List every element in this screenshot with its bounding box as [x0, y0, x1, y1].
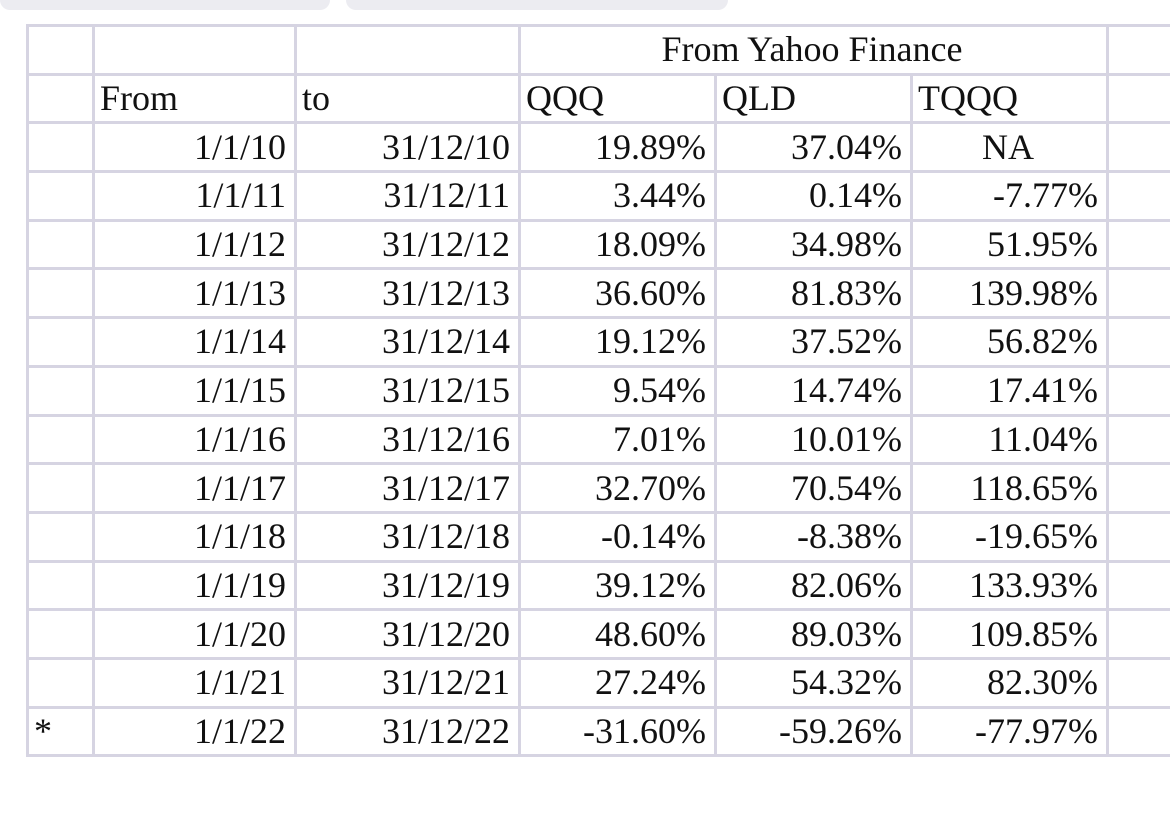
cell[interactable]	[1108, 26, 1170, 75]
row-marker[interactable]	[28, 366, 94, 415]
from-date-cell[interactable]: 1/1/16	[94, 415, 296, 464]
to-date-cell[interactable]: 31/12/17	[296, 464, 520, 513]
to-date-cell[interactable]: 31/12/19	[296, 561, 520, 610]
tqqq-return-cell[interactable]: 139.98%	[912, 269, 1108, 318]
tqqq-return-cell[interactable]: 11.04%	[912, 415, 1108, 464]
qld-return-cell[interactable]: 34.98%	[716, 220, 912, 269]
qld-return-cell[interactable]: -8.38%	[716, 512, 912, 561]
table-row	[28, 172, 1170, 221]
tqqq-return-cell[interactable]: 118.65%	[912, 464, 1108, 513]
cell[interactable]	[1108, 366, 1170, 415]
qld-return-cell[interactable]: 37.04%	[716, 123, 912, 172]
tqqq-return-cell[interactable]: -19.65%	[912, 512, 1108, 561]
qld-return-cell[interactable]: 0.14%	[716, 172, 912, 221]
row-marker[interactable]	[28, 172, 94, 221]
table-row	[28, 123, 1170, 172]
qld-return-cell[interactable]: 10.01%	[716, 415, 912, 464]
cell[interactable]	[1108, 658, 1170, 707]
qqq-return-cell[interactable]: -31.60%	[520, 707, 716, 756]
from-date-cell[interactable]: 1/1/19	[94, 561, 296, 610]
tqqq-return-cell[interactable]: -7.77%	[912, 172, 1108, 221]
table-row	[28, 561, 1170, 610]
qqq-return-cell[interactable]: 9.54%	[520, 366, 716, 415]
table-row	[28, 658, 1170, 707]
qld-return-cell[interactable]: 54.32%	[716, 658, 912, 707]
cell[interactable]	[1108, 464, 1170, 513]
qld-return-cell[interactable]: 70.54%	[716, 464, 912, 513]
cell[interactable]	[1108, 512, 1170, 561]
qld-return-cell[interactable]: 89.03%	[716, 610, 912, 659]
row-marker[interactable]	[28, 220, 94, 269]
to-date-cell[interactable]: 31/12/12	[296, 220, 520, 269]
qqq-return-cell[interactable]: 27.24%	[520, 658, 716, 707]
table-row	[28, 366, 1170, 415]
to-date-cell[interactable]: 31/12/15	[296, 366, 520, 415]
table-row	[28, 220, 1170, 269]
to-date-cell[interactable]: 31/12/20	[296, 610, 520, 659]
cell[interactable]	[94, 26, 296, 75]
qqq-return-cell[interactable]: 32.70%	[520, 464, 716, 513]
qld-return-cell[interactable]: 37.52%	[716, 318, 912, 367]
to-date-cell[interactable]: 31/12/18	[296, 512, 520, 561]
qqq-return-cell[interactable]: 39.12%	[520, 561, 716, 610]
qld-return-cell[interactable]: 14.74%	[716, 366, 912, 415]
row-marker[interactable]	[28, 658, 94, 707]
from-date-cell[interactable]: 1/1/12	[94, 220, 296, 269]
cell[interactable]	[1108, 269, 1170, 318]
source-label[interactable]: From Yahoo Finance	[520, 26, 1108, 75]
tqqq-return-cell[interactable]: 109.85%	[912, 610, 1108, 659]
qqq-return-cell[interactable]: 19.89%	[520, 123, 716, 172]
to-date-cell[interactable]: 31/12/10	[296, 123, 520, 172]
cell[interactable]	[1108, 561, 1170, 610]
tqqq-return-cell[interactable]: 133.93%	[912, 561, 1108, 610]
cell[interactable]	[1108, 415, 1170, 464]
table-row	[28, 464, 1170, 513]
column-header-to[interactable]: to	[296, 74, 520, 123]
row-marker[interactable]	[28, 561, 94, 610]
cell[interactable]	[1108, 123, 1170, 172]
header-columns-row	[28, 74, 1170, 123]
cell[interactable]	[28, 74, 94, 123]
to-date-cell[interactable]: 31/12/21	[296, 658, 520, 707]
to-date-cell[interactable]: 31/12/22	[296, 707, 520, 756]
cell[interactable]	[28, 26, 94, 75]
to-date-cell[interactable]: 31/12/14	[296, 318, 520, 367]
from-date-cell[interactable]: 1/1/20	[94, 610, 296, 659]
row-marker[interactable]	[28, 512, 94, 561]
to-date-cell[interactable]: 31/12/13	[296, 269, 520, 318]
column-header-qqq[interactable]: QQQ	[520, 74, 716, 123]
header-source-row	[28, 26, 1170, 75]
returns-table	[26, 24, 1170, 757]
cell[interactable]	[1108, 318, 1170, 367]
qqq-return-cell[interactable]: 36.60%	[520, 269, 716, 318]
top-tab-strip-left	[0, 0, 330, 10]
row-marker[interactable]	[28, 464, 94, 513]
tqqq-return-cell[interactable]: NA	[912, 123, 1108, 172]
qqq-return-cell[interactable]: 3.44%	[520, 172, 716, 221]
qqq-return-cell[interactable]: 19.12%	[520, 318, 716, 367]
table-row	[28, 610, 1170, 659]
top-tab-strip-right	[346, 0, 728, 10]
qqq-return-cell[interactable]: 18.09%	[520, 220, 716, 269]
from-date-cell[interactable]: 1/1/22	[94, 707, 296, 756]
tqqq-return-cell[interactable]: 82.30%	[912, 658, 1108, 707]
cell[interactable]	[1108, 707, 1170, 756]
tqqq-return-cell[interactable]: 51.95%	[912, 220, 1108, 269]
qqq-return-cell[interactable]: -0.14%	[520, 512, 716, 561]
row-marker[interactable]	[28, 610, 94, 659]
table-row	[28, 269, 1170, 318]
row-marker[interactable]	[28, 269, 94, 318]
table-row	[28, 415, 1170, 464]
cell[interactable]	[296, 26, 520, 75]
cell[interactable]	[1108, 220, 1170, 269]
row-marker[interactable]	[28, 415, 94, 464]
tqqq-return-cell[interactable]: 17.41%	[912, 366, 1108, 415]
qld-return-cell[interactable]: 82.06%	[716, 561, 912, 610]
from-date-cell[interactable]: 1/1/14	[94, 318, 296, 367]
from-date-cell[interactable]: 1/1/11	[94, 172, 296, 221]
tqqq-return-cell[interactable]: 56.82%	[912, 318, 1108, 367]
cell[interactable]	[1108, 74, 1170, 123]
table-row	[28, 318, 1170, 367]
row-marker[interactable]: *	[28, 707, 94, 756]
from-date-cell[interactable]: 1/1/10	[94, 123, 296, 172]
row-marker[interactable]	[28, 123, 94, 172]
qqq-return-cell[interactable]: 48.60%	[520, 610, 716, 659]
qld-return-cell[interactable]: -59.26%	[716, 707, 912, 756]
tqqq-return-cell[interactable]: -77.97%	[912, 707, 1108, 756]
column-header-tqqq[interactable]: TQQQ	[912, 74, 1108, 123]
from-date-cell[interactable]: 1/1/17	[94, 464, 296, 513]
from-date-cell[interactable]: 1/1/21	[94, 658, 296, 707]
row-marker[interactable]	[28, 318, 94, 367]
qqq-return-cell[interactable]: 7.01%	[520, 415, 716, 464]
qld-return-cell[interactable]: 81.83%	[716, 269, 912, 318]
column-header-from[interactable]: From	[94, 74, 296, 123]
to-date-cell[interactable]: 31/12/16	[296, 415, 520, 464]
from-date-cell[interactable]: 1/1/15	[94, 366, 296, 415]
table-row	[28, 707, 1170, 756]
table-row	[28, 512, 1170, 561]
from-date-cell[interactable]: 1/1/18	[94, 512, 296, 561]
to-date-cell[interactable]: 31/12/11	[296, 172, 520, 221]
column-header-qld[interactable]: QLD	[716, 74, 912, 123]
from-date-cell[interactable]: 1/1/13	[94, 269, 296, 318]
cell[interactable]	[1108, 610, 1170, 659]
cell[interactable]	[1108, 172, 1170, 221]
